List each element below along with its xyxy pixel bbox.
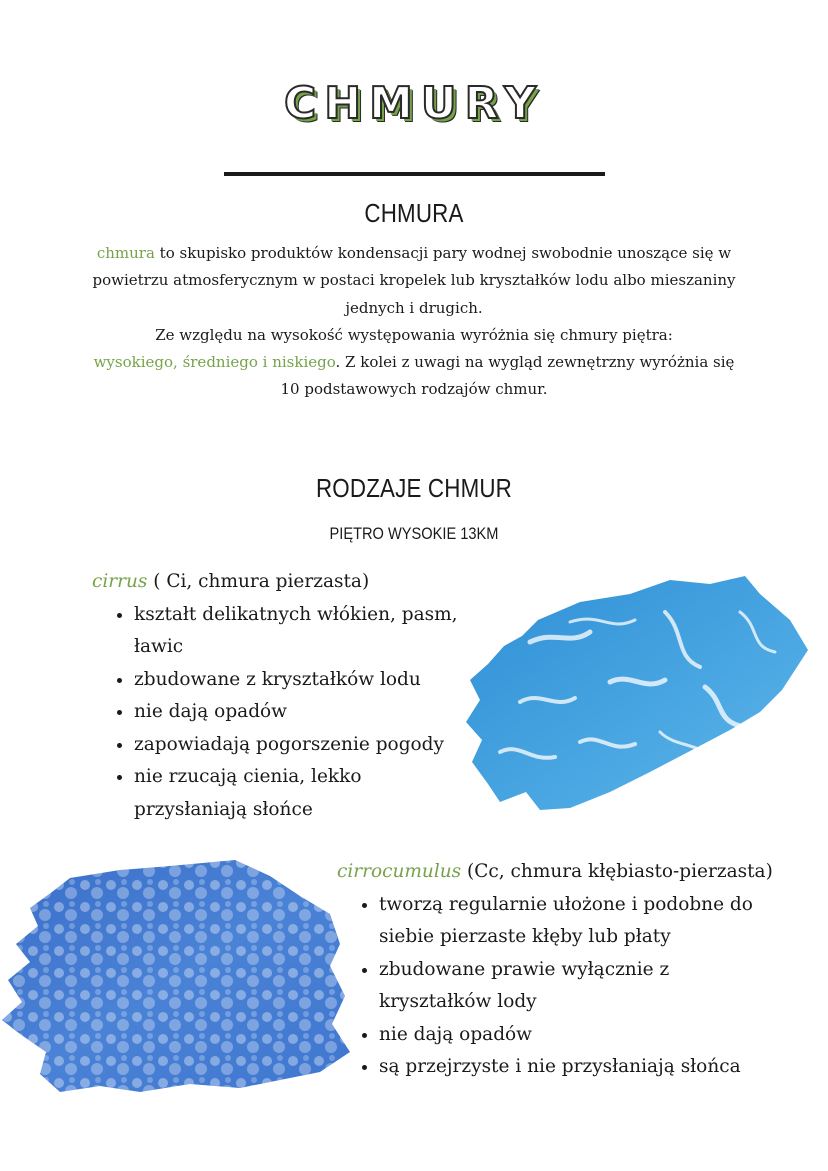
- intro-text-2: Ze względu na wysokość występowania wyróżnia się chmury piętra:: [155, 325, 673, 344]
- title-divider: [224, 172, 605, 176]
- term-chmura: chmura: [96, 244, 155, 262]
- cloud-levels: wysokiego, średniego i niskiego: [93, 353, 336, 372]
- page-title: CHMURY: [284, 78, 544, 129]
- list-item: • zbudowane z kryształków lodu: [134, 664, 482, 697]
- cirrocumulus-bullets: [337, 889, 817, 1084]
- cloud-desc-cirrocumulus: (Cc, chmura kłębiasto-pierzasta): [461, 861, 773, 882]
- list-item: • nie dają opadów: [379, 1019, 817, 1052]
- cirrocumulus-title: [337, 856, 817, 889]
- list-item: • zapowiadają pogorszenie pogody: [134, 729, 482, 762]
- cirrus-title: [92, 566, 482, 599]
- cloud-cirrocumulus: [337, 856, 817, 1084]
- cloud-name-cirrocumulus: cirrocumulus: [337, 861, 462, 882]
- section-heading-chmura: CHMURA: [364, 198, 464, 228]
- intro-text-1: to skupisko produktów kondensacji pary wodnej swobodnie unoszące się w powietrzu atmosferycznym w postaci kropelek lub kryształków lodu albo mieszaniny jednych i drugich.: [92, 244, 736, 317]
- list-item: • kształt delikatnych włókien, pasm, ławic: [134, 599, 482, 664]
- list-item: • nie rzucają cienia, lekko przysłaniają słońce: [134, 761, 384, 826]
- cirrus-sky-image: [460, 572, 810, 814]
- list-item: • nie dają opadów: [134, 696, 482, 729]
- cirrocumulus-sky-image: [0, 856, 360, 1096]
- list-item: • są przejrzyste i nie przysłaniają słońca: [379, 1051, 817, 1084]
- intro-text-3: . Z kolei z uwagi na wygląd zewnętrzny wyróżnia się 10 podstawowych rodzajów chmur.: [280, 353, 735, 399]
- cirrus-bullets: [92, 599, 482, 827]
- subheading-level-high: PIĘTRO WYSOKIE 13KM: [329, 524, 499, 543]
- intro-paragraph: [84, 240, 744, 404]
- cloud-name-cirrus: cirrus: [92, 571, 148, 592]
- list-item: • zbudowane prawie wyłącznie z kryształków lody: [379, 954, 719, 1019]
- section-heading-rodzaje: RODZAJE CHMUR: [315, 473, 513, 503]
- cloud-cirrus: [92, 566, 482, 826]
- list-item: • tworzą regularnie ułożone i podobne do siebie pierzaste kłęby lub płaty: [379, 889, 789, 954]
- cloud-desc-cirrus: ( Ci, chmura pierzasta): [147, 571, 370, 592]
